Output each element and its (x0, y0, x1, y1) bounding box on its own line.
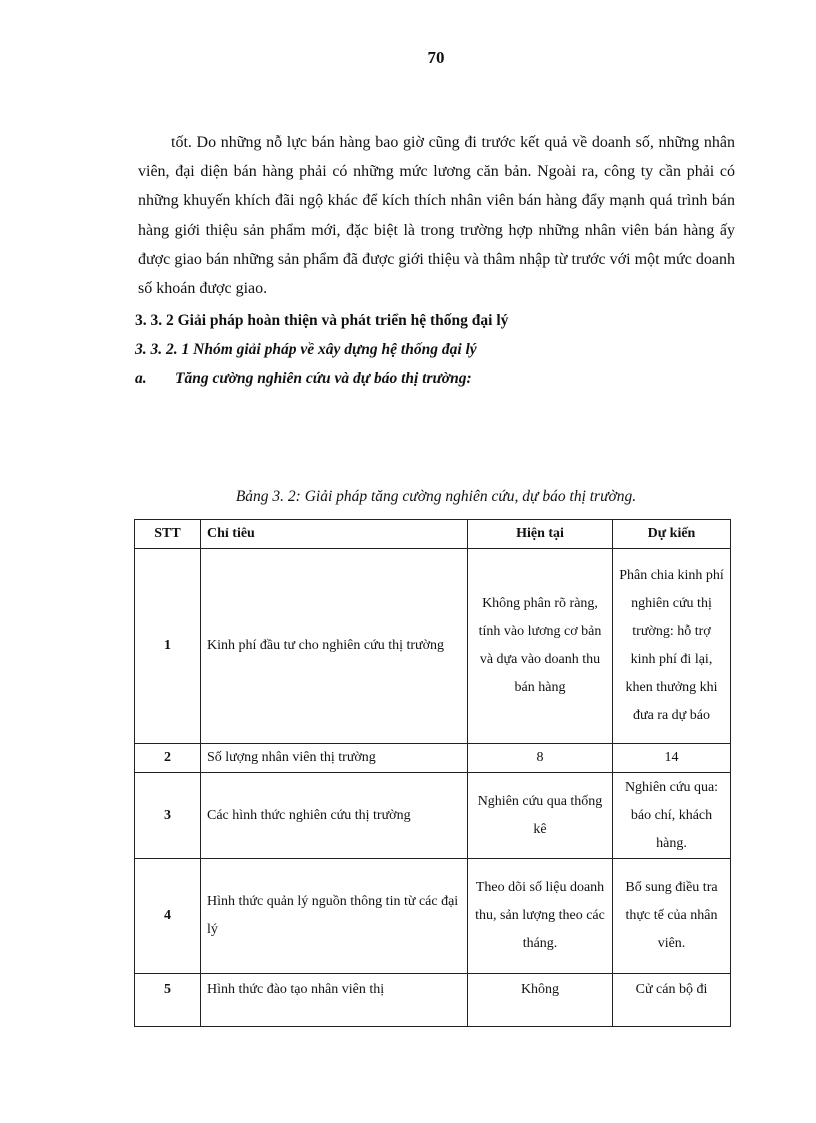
header-indicator: Chỉ tiêu (201, 520, 468, 549)
cell-expected: Bổ sung điều tra thực tế của nhân viên. (613, 859, 731, 974)
table-row (135, 773, 731, 859)
cell-current: Theo dõi số liệu doanh thu, sản lượng theo các tháng. (468, 859, 613, 974)
cell-current: Không phân rõ ràng, tính vào lương cơ bản và dựa vào doanh thu bán hàng (468, 549, 613, 744)
cell-expected: Cử cán bộ đi (613, 974, 731, 1027)
table-caption: Bảng 3. 2: Giải pháp tăng cường nghiên cứu, dự báo thị trường. (235, 488, 637, 505)
header-stt: STT (135, 520, 201, 549)
list-item-letter: a. (135, 370, 147, 387)
cell-indicator: Kinh phí đầu tư cho nghiên cứu thị trường (201, 549, 468, 744)
table-row (135, 859, 731, 974)
page-number: 70 (427, 48, 445, 67)
list-item-text: Tăng cường nghiên cứu và dự báo thị trường: (175, 370, 472, 387)
cell-stt: 1 (135, 549, 201, 744)
cell-current: Không (468, 974, 613, 1027)
body-paragraph: tốt. Do những nỗ lực bán hàng bao giờ cũng đi trước kết quả về doanh số, những nhân viên, đại diện bán hàng phải có những mức lương căn bản. Ngoài ra, công ty cần phải có những khuyến khích đãi ngộ khác để kích thích nhân viên bán hàng đẩy mạnh quá trình bán hàng giới thiệu sản phẩm mới, đặc biệt là trong trường hợp những nhân viên bán hàng ấy được giao bán những sản phẩm đã được giới thiệu và thâm nhập từ trước với một mức doanh số khoán được giao. (138, 134, 735, 298)
header-current: Hiện tại (468, 520, 613, 549)
cell-current: Nghiên cứu qua thống kê (468, 773, 613, 859)
subsection-heading-3-3-2-1: 3. 3. 2. 1 Nhóm giải pháp về xây dựng hệ thống đại lý (135, 341, 477, 358)
section-heading-3-3-2: 3. 3. 2 Giải pháp hoàn thiện và phát triển hệ thống đại lý (135, 312, 509, 329)
cell-expected: 14 (613, 744, 731, 773)
cell-expected: Nghiên cứu qua: báo chí, khách hàng. (613, 773, 731, 859)
cell-expected: Phân chia kinh phí nghiên cứu thị trường: hỗ trợ kinh phí đi lại, khen thưởng khi đưa ra dự báo (613, 549, 731, 744)
list-item-a-heading (135, 370, 472, 388)
cell-stt: 5 (135, 974, 201, 1027)
table-header-row (135, 520, 731, 549)
cell-stt: 2 (135, 744, 201, 773)
cell-indicator: Các hình thức nghiên cứu thị trường (201, 773, 468, 859)
cell-stt: 3 (135, 773, 201, 859)
table-row (135, 744, 731, 773)
cell-indicator: Hình thức quản lý nguồn thông tin từ các đại lý (201, 859, 468, 974)
table-row (135, 974, 731, 1027)
solutions-table (134, 519, 731, 1027)
cell-indicator: Số lượng nhân viên thị trường (201, 744, 468, 773)
cell-indicator: Hình thức đào tạo nhân viên thị (201, 974, 468, 1027)
header-expected: Dự kiến (613, 520, 731, 549)
cell-current: 8 (468, 744, 613, 773)
cell-stt: 4 (135, 859, 201, 974)
table-row (135, 549, 731, 744)
